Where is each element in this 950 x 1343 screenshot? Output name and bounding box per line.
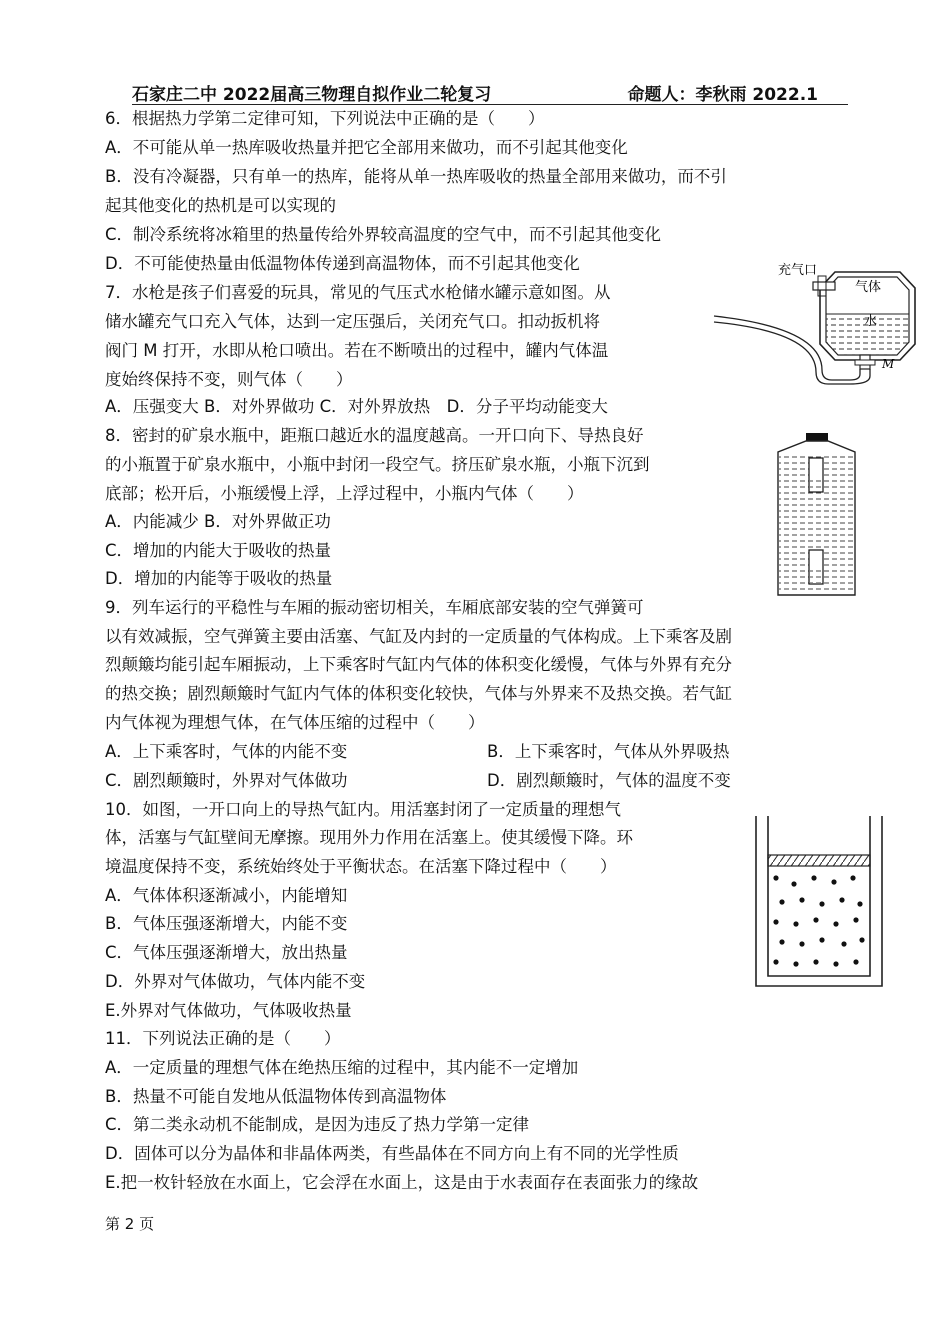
q11-option-d: D．固体可以分为晶体和非晶体两类，有些晶体在不同方向上有不同的光学性质	[105, 1144, 679, 1163]
q10-stem-3: 境温度保持不变，系统始终处于平衡状态。在活塞下降过程中（ ）	[105, 857, 617, 876]
q8-option-d: D．增加的内能等于吸收的热量	[105, 569, 333, 588]
q8-stem-2: 的小瓶置于矿泉水瓶中，小瓶中封闭一段空气。挤压矿泉水瓶，小瓶下沉到	[105, 455, 650, 474]
q10-option-a: A．气体体积逐渐减小，内能增知	[105, 886, 348, 905]
q6-option-b: B．没有冷凝器，只有单一的热库，能将从单一热库吸收的热量全部用来做功，而不引	[105, 167, 727, 186]
q7-stem-3: 阀门 M 打开，水即从枪口喷出。若在不断喷出的过程中，罐内气体温	[105, 341, 609, 360]
q7-stem-2: 储水罐充气口充入气体，达到一定压强后，关闭充气口。扣动扳机将	[105, 312, 600, 331]
q6-option-b-cont: 起其他变化的热机是可以实现的	[105, 196, 336, 215]
q9-option-d: D．剧烈颠簸时，气体的温度不变	[487, 771, 731, 790]
q9-stem-5: 内气体视为理想气体，在气体压缩的过程中（ ）	[105, 713, 485, 732]
q9-option-c: C．剧烈颠簸时，外界对气体做功	[105, 771, 348, 790]
fig-gas-label: 气体	[855, 280, 882, 295]
q6-option-c: C．制冷系统将冰箱里的热量传给外界较高温度的空气中，而不引起其他变化	[105, 225, 662, 244]
q7-stem-1: 7．水枪是孩子们喜爱的玩具，常见的气压式水枪储水罐示意如图。从	[105, 283, 611, 302]
q10-option-c: C．气体压强逐渐增大，放出热量	[105, 943, 348, 962]
q8-stem-1: 8．密封的矿泉水瓶中，距瓶口越近水的温度越高。一开口向下、导热良好	[105, 426, 644, 445]
q9-stem-1: 9．列车运行的平稳性与车厢的振动密切相关，车厢底部安装的空气弹簧可	[105, 598, 644, 617]
q10-stem-2: 体，活塞与气缸壁间无摩擦。现用外力作用在活塞上。使其缓慢下降。环	[105, 828, 633, 847]
cylinder-piston-figure	[752, 812, 886, 990]
q9-option-b: B．上下乘客时，气体从外界吸热	[487, 742, 730, 761]
fig-water-label: 水	[864, 314, 878, 329]
q11-option-b: B．热量不可能自发地从低温物体传到高温物体	[105, 1087, 447, 1106]
q10-option-e: E.外界对气体做功，气体吸收热量	[105, 1001, 352, 1020]
page-header	[132, 80, 848, 105]
q6-option-d: D．不可能使热量由低温物体传递到高温物体，而不引起其他变化	[105, 254, 580, 273]
water-gun-tank-figure	[710, 256, 920, 386]
q10-option-b: B．气体压强逐渐增大，内能不变	[105, 914, 348, 933]
fig-inlet-label: 充气口	[778, 263, 818, 278]
q6-stem: 6．根据热力学第二定律可知，下列说法中正确的是（ ）	[105, 109, 545, 128]
fig-valve-label: M	[882, 357, 895, 371]
q9-option-a: A．上下乘客时，气体的内能不变	[105, 742, 348, 761]
q11-option-c: C．第二类永动机不能制成，是因为违反了热力学第一定律	[105, 1115, 530, 1134]
header-author: 命题人：李秋雨 2022.1	[627, 85, 818, 105]
q10-stem-1: 10．如图，一开口向上的导热气缸内。用活塞封闭了一定质量的理想气	[105, 800, 621, 819]
q11-option-e: E.把一枚针轻放在水面上，它会浮在水面上，这是由于水表面存在表面张力的缘故	[105, 1173, 699, 1192]
q9-stem-3: 烈颠簸均能引起车厢振动，上下乘客时气缸内气体的体积变化缓慢，气体与外界有充分	[105, 655, 732, 674]
q9-stem-4: 的热交换；剧烈颠簸时气缸内气体的体积变化较快，气体与外界来不及热交换。若气缸	[105, 684, 732, 703]
header-title: 石家庄二中 2022届高三物理自拟作业二轮复习	[132, 85, 492, 105]
q8-stem-3: 底部；松开后，小瓶缓慢上浮，上浮过程中，小瓶内气体（ ）	[105, 484, 584, 503]
q8-option-c: C．增加的内能大于吸收的热量	[105, 541, 332, 560]
q6-option-a: A．不可能从单一热库吸收热量并把它全部用来做功，而不引起其他变化	[105, 138, 628, 157]
q8-option-ab: A．内能减少 B．对外界做正功	[105, 512, 331, 531]
q7-stem-4: 度始终保持不变，则气体（ ）	[105, 370, 353, 389]
q11-stem: 11．下列说法正确的是（ ）	[105, 1029, 341, 1048]
q10-option-d: D．外界对气体做功，气体内能不变	[105, 972, 366, 991]
q7-options: A．压强变大 B．对外界做功 C．对外界放热 D．分子平均动能变大	[105, 397, 608, 416]
page-number: 第 2 页	[105, 1215, 155, 1233]
q9-stem-2: 以有效减振，空气弹簧主要由活塞、气缸及内封的一定质量的气体构成。上下乘客及剧	[105, 627, 732, 646]
mineral-bottle-figure	[775, 430, 861, 598]
q11-option-a: A．一定质量的理想气体在绝热压缩的过程中，其内能不一定增加	[105, 1058, 579, 1077]
